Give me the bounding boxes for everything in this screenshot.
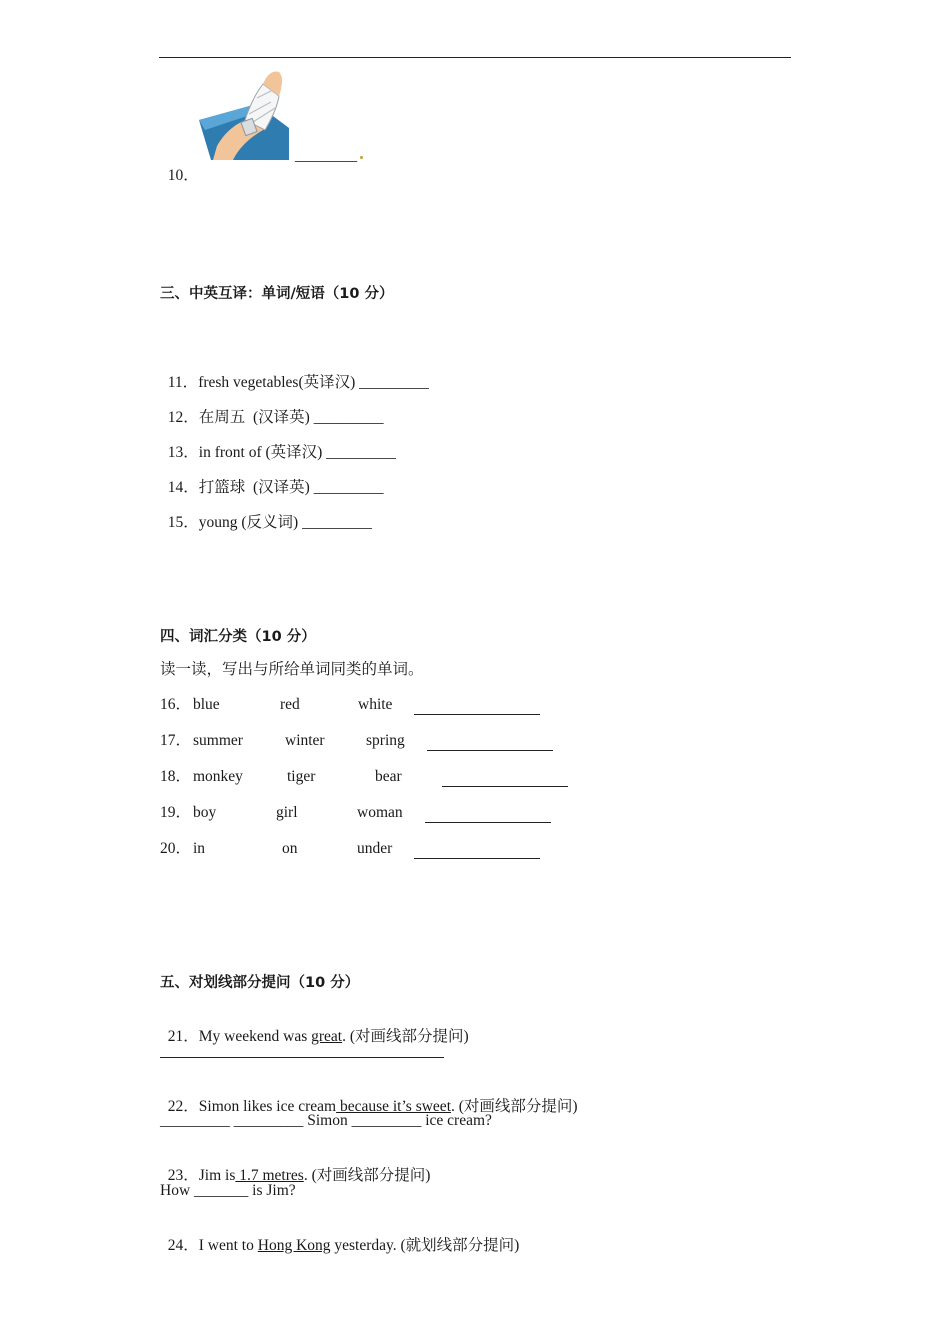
q16-number: 16． bbox=[160, 696, 192, 713]
q11-number: 11． bbox=[167, 374, 199, 391]
q21-text-pre: My weekend was bbox=[198, 1028, 312, 1045]
q12-text[interactable]: 在周五 (汉译英) _________ bbox=[198, 409, 384, 426]
q14-number: 14． bbox=[167, 479, 199, 496]
q22-answer[interactable]: _________ _________ Simon _________ ice cream? bbox=[160, 1112, 492, 1129]
q17-word-2: winter bbox=[285, 732, 325, 749]
q21-underlined: great bbox=[311, 1028, 343, 1045]
q22-text-pre: Simon likes ice cream bbox=[198, 1098, 337, 1115]
q18-number: 18． bbox=[160, 768, 192, 785]
q16-word-2: red bbox=[280, 696, 300, 713]
q23-answer[interactable]: How _______ is Jim? bbox=[160, 1182, 296, 1199]
bandaged-foot-illustration bbox=[197, 68, 293, 162]
q19-word-2: girl bbox=[276, 804, 298, 821]
q22-underlined: because it’s sweet bbox=[336, 1098, 451, 1115]
q16-answer-blank[interactable] bbox=[414, 714, 540, 715]
q16-word-1: blue bbox=[193, 696, 220, 713]
q20-word-3: under bbox=[357, 840, 393, 857]
q18-answer-blank[interactable] bbox=[442, 786, 568, 787]
q24-text-pre: I went to bbox=[198, 1237, 258, 1254]
q15-number: 15． bbox=[167, 514, 199, 531]
q13 bbox=[160, 423, 396, 463]
q18-word-3: bear bbox=[375, 768, 402, 785]
q21-answer-blank[interactable] bbox=[160, 1057, 444, 1058]
q21-number: 21． bbox=[167, 1028, 199, 1045]
q15-text[interactable]: young (反义词) _________ bbox=[198, 514, 372, 531]
q17-word-1: summer bbox=[193, 732, 243, 749]
q13-number: 13． bbox=[167, 444, 199, 461]
q10-line bbox=[160, 146, 199, 186]
section4-instruction: 读一读，写出与所给单词同类的单词。 bbox=[160, 661, 424, 678]
q14 bbox=[160, 458, 383, 498]
q19-word-1: boy bbox=[193, 804, 217, 821]
q17-number: 17． bbox=[160, 732, 192, 749]
q24-text-post: yesterday. (就划线部分提问) bbox=[330, 1237, 520, 1254]
q11 bbox=[160, 353, 429, 393]
q24 bbox=[160, 1216, 519, 1256]
q19-word-3: woman bbox=[357, 804, 403, 821]
q10-number: 10． bbox=[167, 167, 199, 184]
q12 bbox=[160, 388, 383, 428]
q10-blank[interactable]: ________ bbox=[295, 147, 357, 164]
section5-heading: 五、对划线部分提问（10 分） bbox=[160, 975, 360, 991]
header-rule bbox=[159, 57, 791, 58]
section3-heading: 三、中英互译：单词/短语（10 分） bbox=[160, 286, 394, 302]
q22-number: 22． bbox=[167, 1098, 199, 1115]
q20-word-1: in bbox=[193, 840, 206, 857]
q12-number: 12． bbox=[167, 409, 199, 426]
q11-text[interactable]: fresh vegetables(英译汉) _________ bbox=[198, 374, 429, 391]
q24-number: 24． bbox=[167, 1237, 199, 1254]
q23-text-post: . (对画线部分提问) bbox=[303, 1167, 431, 1184]
q23-underlined: 1.7 metres bbox=[235, 1167, 304, 1184]
q21-text-post: . (对画线部分提问) bbox=[342, 1028, 469, 1045]
q18-word-2: tiger bbox=[287, 768, 316, 785]
q20-number: 20． bbox=[160, 840, 192, 857]
q23-number: 23． bbox=[167, 1167, 199, 1184]
q17-answer-blank[interactable] bbox=[427, 750, 553, 751]
q19-number: 19． bbox=[160, 804, 192, 821]
q24-underlined: Hong Kong bbox=[257, 1237, 331, 1254]
q13-text[interactable]: in front of (英译汉) _________ bbox=[198, 444, 396, 461]
q20-word-2: on bbox=[282, 840, 298, 857]
section4-heading: 四、词汇分类（10 分） bbox=[160, 629, 316, 645]
q23 bbox=[160, 1146, 430, 1186]
q19-answer-blank[interactable] bbox=[425, 822, 551, 823]
q20-answer-blank[interactable] bbox=[414, 858, 540, 859]
stray-mark bbox=[360, 156, 363, 159]
q21 bbox=[160, 1007, 469, 1047]
q18-word-1: monkey bbox=[193, 768, 243, 785]
q17-word-3: spring bbox=[366, 732, 405, 749]
q23-text-pre: Jim is bbox=[198, 1167, 236, 1184]
q16-word-3: white bbox=[358, 696, 393, 713]
q15 bbox=[160, 493, 372, 533]
q22-text-post: . (对画线部分提问) bbox=[451, 1098, 578, 1115]
q14-text[interactable]: 打篮球 (汉译英) _________ bbox=[198, 479, 384, 496]
